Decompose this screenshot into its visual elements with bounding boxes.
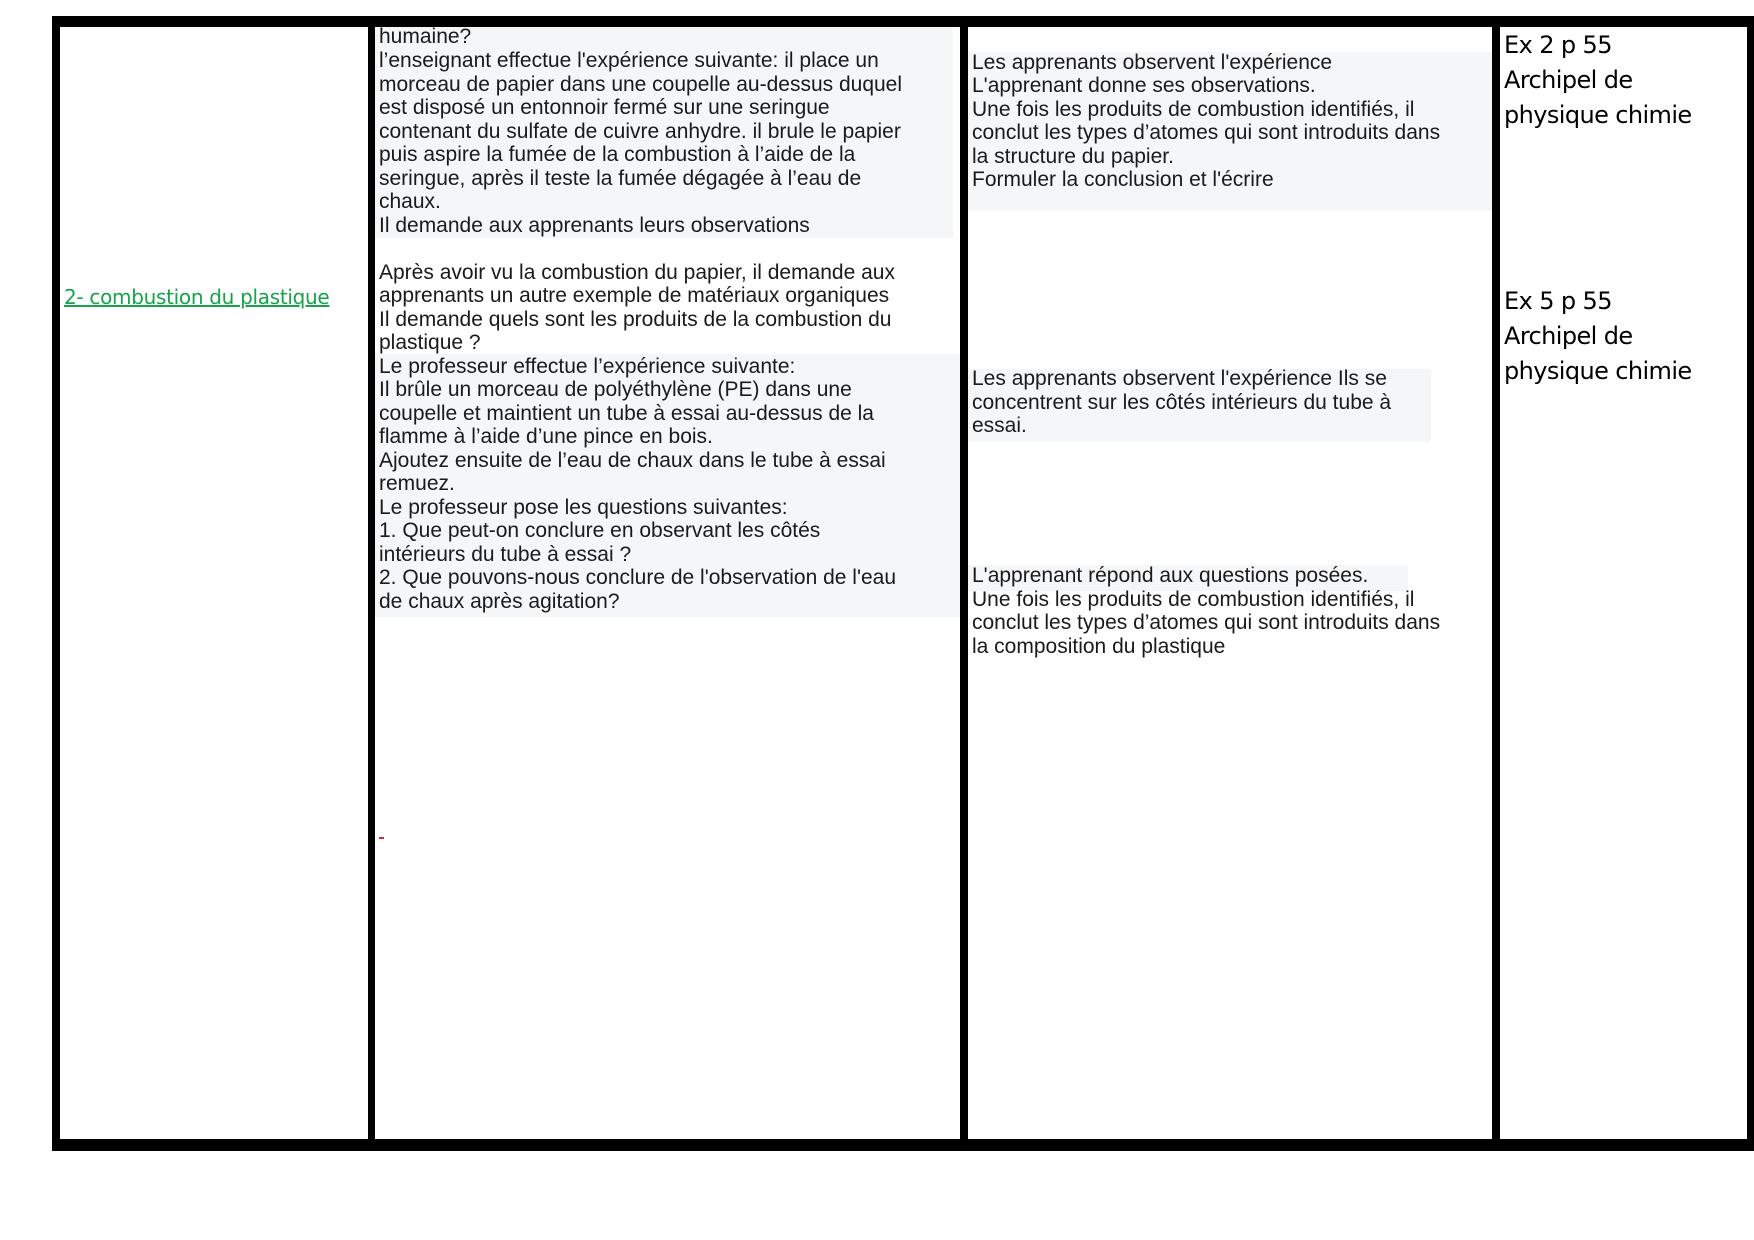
learner-line: conclut les types d’atomes qui sont introduits dans [972, 611, 1441, 634]
teacher-line: coupelle et maintient un tube à essai au-dessus de la [379, 402, 874, 425]
learner-line: concentrent sur les côtés intérieurs du tube à [972, 391, 1392, 414]
learner-line: L'apprenant répond aux questions posées. [972, 564, 1369, 587]
teacher-line: Ajoutez ensuite de l’eau de chaux dans le tube à essai [379, 449, 886, 472]
teacher-line: morceau de papier dans une coupelle au-dessus duquel [379, 73, 903, 96]
teacher-line: plastique ? [379, 331, 481, 354]
learner-line: conclut les types d’atomes qui sont introduits dans [972, 121, 1441, 144]
learner-line: Une fois les produits de combustion identifiés, il [972, 98, 1415, 121]
reference-line: physique chimie [1504, 357, 1692, 385]
reference-line: physique chimie [1504, 101, 1692, 129]
learner-line: Formuler la conclusion et l'écrire [972, 168, 1274, 191]
teacher-line: Le professeur effectue l’expérience suivante: [379, 355, 796, 378]
reference-line: Archipel de [1504, 66, 1633, 94]
teacher-line: Après avoir vu la combustion du papier, il demande aux [379, 261, 895, 284]
teacher-line: l’enseignant effectue l'expérience suivante: il place un [379, 49, 879, 72]
teacher-line: Le professeur pose les questions suivantes: [379, 496, 788, 519]
learner-line: Les apprenants observent l'expérience [972, 51, 1333, 74]
section-column [60, 27, 368, 1139]
learner-line: L'apprenant donne ses observations. [972, 74, 1316, 97]
teacher-line: flamme à l’aide d’une pince en bois. [379, 425, 713, 448]
learner-line: Les apprenants observent l'expérience Ils se [972, 367, 1387, 390]
teacher-line: chaux. [379, 190, 441, 213]
teacher-line: puis aspire la fumée de la combustion à l’aide de la [379, 143, 856, 166]
teacher-line: contenant du sulfate de cuivre anhydre. il brule le papier [379, 120, 901, 143]
teacher-line: de chaux après agitation? [379, 590, 620, 613]
teacher-line: Il demande aux apprenants leurs observations [379, 214, 810, 237]
references-column [1500, 27, 1747, 1139]
teacher-line: Il brûle un morceau de polyéthylène (PE) dans une [379, 378, 852, 401]
reference-line: Ex 2 p 55 [1504, 31, 1612, 59]
reference-line: Ex 5 p 55 [1504, 287, 1612, 315]
teacher-line: 1. Que peut-on conclure en observant les côtés [379, 519, 821, 542]
teacher-line: humaine? [379, 27, 472, 48]
teacher-line: est disposé un entonnoir fermé sur une seringue [379, 96, 830, 119]
teacher-line: intérieurs du tube à essai ? [379, 543, 632, 566]
learner-line: essai. [972, 414, 1027, 437]
teacher-line: seringue, après il teste la fumée dégagée à l’eau de [379, 167, 862, 190]
section-title: 2- combustion du plastique [64, 285, 330, 309]
teacher-activities-column [375, 27, 960, 1139]
learner-line: Une fois les produits de combustion identifiés, il [972, 588, 1415, 611]
learner-line: la structure du papier. [972, 145, 1174, 168]
teacher-line: 2. Que pouvons-nous conclure de l'observation de l'eau [379, 566, 897, 589]
teacher-line: apprenants un autre exemple de matériaux organiques [379, 284, 890, 307]
red-dash-mark [379, 837, 384, 839]
reference-line: Archipel de [1504, 322, 1633, 350]
teacher-line: Il demande quels sont les produits de la combustion du [379, 308, 892, 331]
learner-activities-column [968, 27, 1492, 1139]
teacher-line: remuez. [379, 472, 455, 495]
learner-line: la composition du plastique [972, 635, 1226, 658]
